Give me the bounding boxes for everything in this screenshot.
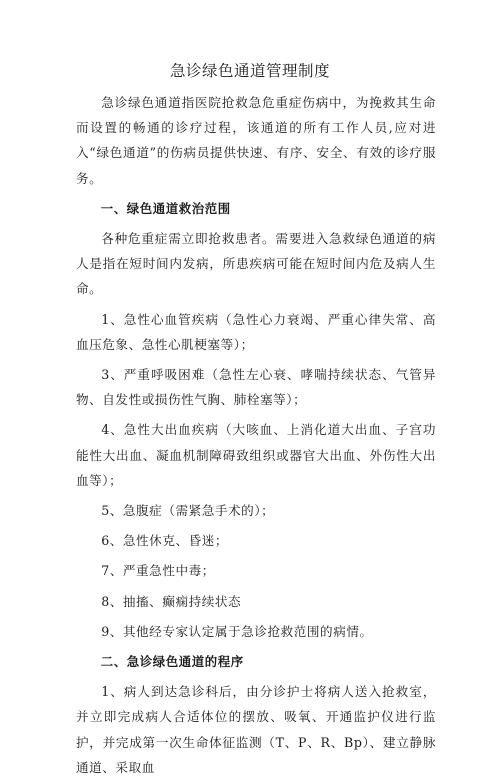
- scope-lead-paragraph: 各种危重症需立即抢救患者。需要进入急救绿色通道的病人是指在短时间内发病，所患疾病可能在短时间内危及病人生命。: [76, 231, 436, 297]
- scope-item-6: 6、急性休克、昏迷；: [101, 533, 229, 549]
- section-heading-procedure: 二、急诊绿色通道的程序: [100, 654, 244, 670]
- scope-item-7: 7、严重急性中毒；: [101, 563, 215, 579]
- intro-paragraph: 急诊绿色通道指医院抢救急危重症伤病中，为挽救其生命而设置的畅通的诊疗过程，该通道的所有工作人员,应对进入“绿色通道”的伤病员提供快速、有序、安全、有效的诊疗服务。: [76, 95, 436, 186]
- scope-item-5: 5、急腹症（需紧急手术的）；: [101, 503, 275, 519]
- scope-item-4: 4、急性大出血疾病（大咳血、上消化道大出血、子宫功能性大出血、凝血机制障碍致组织或器官大出血、外伤性大出血等）；: [76, 422, 436, 488]
- section-heading-scope: 一、绿色通道救治范围: [100, 200, 231, 216]
- document-title: 急诊绿色通道管理制度: [169, 62, 330, 80]
- scope-item-8: 8、抽搐、癫痫持续状态: [101, 593, 242, 609]
- procedure-paragraph: 1、病人到达急诊科后，由分诊护士将病人送入抢救室，并立即完成病人合适体位的摆放、吸氧、开通监护仪进行监护，并完成第一次生命体征监测（T、P、R、Bp）、建立静脉通道、采取血: [76, 684, 436, 775]
- document-body: [76, 90, 436, 780]
- scope-item-1: 1、急性心血管疾病（急性心力衰竭、严重心律失常、高血压危象、急性心肌梗塞等）；: [76, 311, 436, 352]
- scope-item-3: 3、严重呼吸困难（急性左心衰、哮喘持续状态、气管异物、自发性或损伤性气胸、肺栓塞等）；: [76, 367, 436, 408]
- scope-item-9: 9、其他经专家认定属于急诊抢救范围的病情。: [101, 623, 373, 639]
